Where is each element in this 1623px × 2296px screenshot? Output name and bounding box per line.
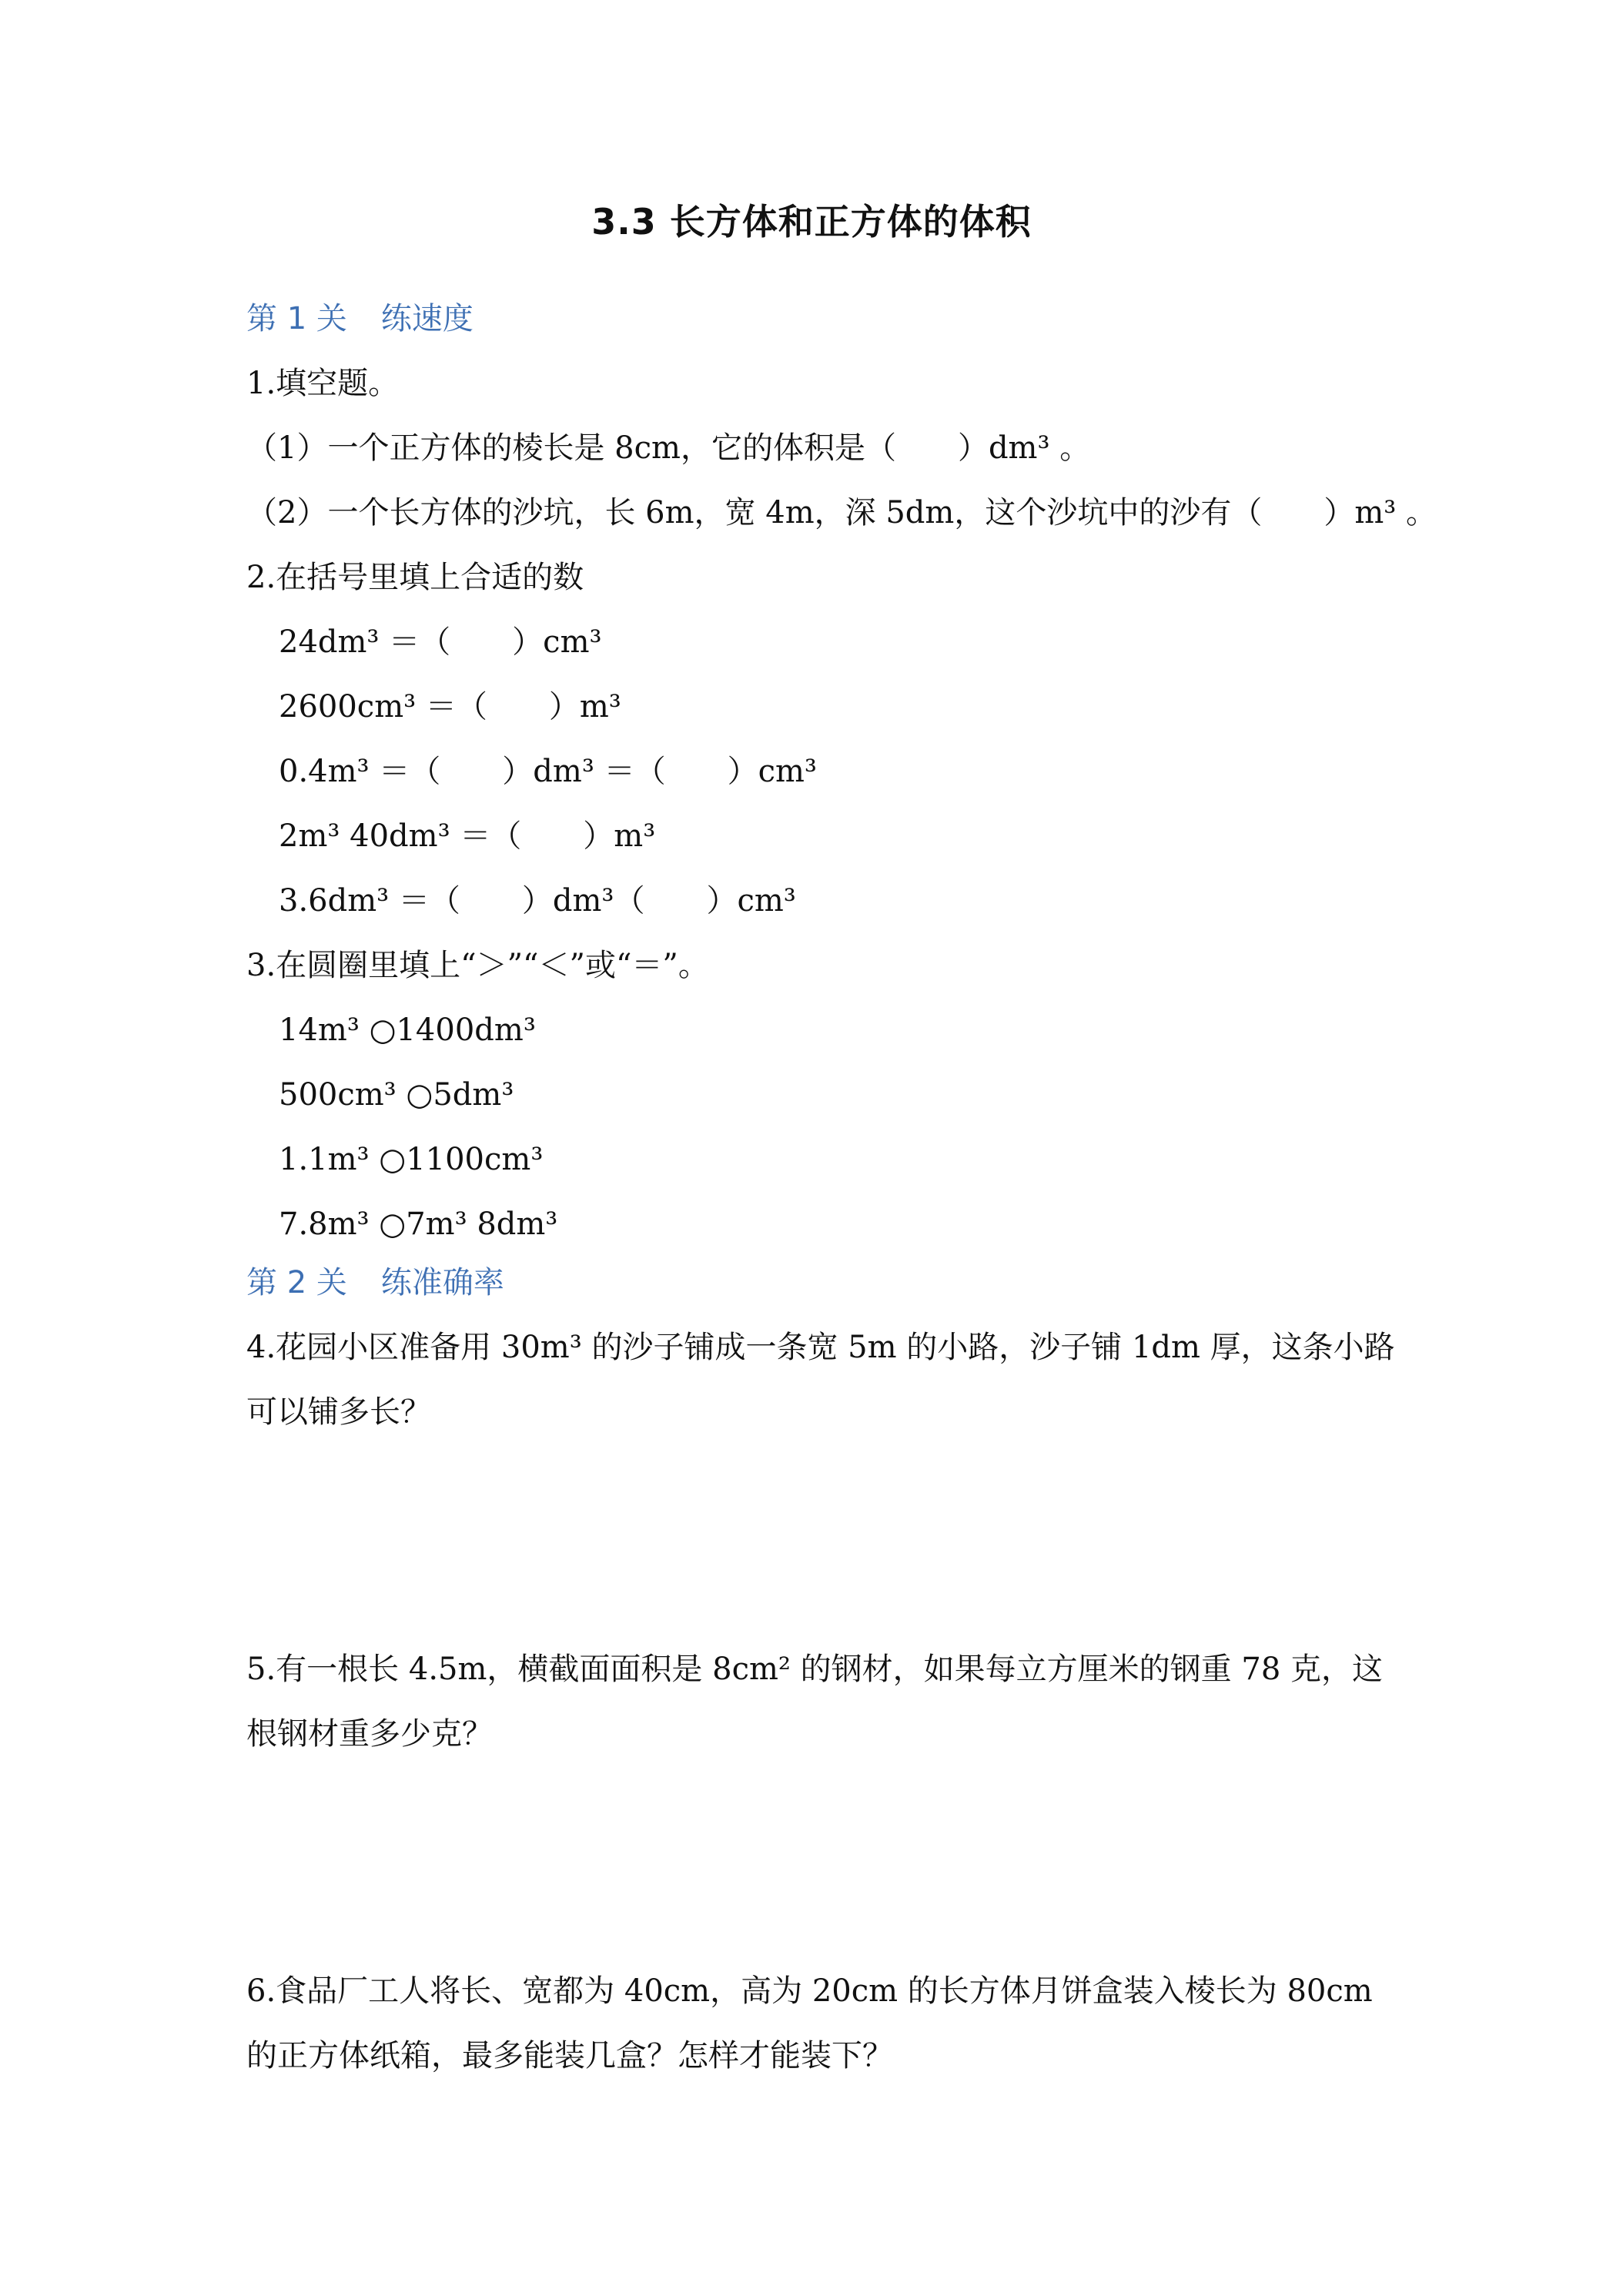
section-1-heading bbox=[246, 297, 474, 340]
q2-heading: 2.在括号里填上合适的数 bbox=[246, 560, 584, 595]
q4-line-2: 可以铺多长？ bbox=[246, 1394, 431, 1430]
section-1-label: 第 1 关 bbox=[246, 301, 347, 336]
section-2-heading bbox=[246, 1261, 504, 1304]
q3-heading: 3.在圆圈里填上“＞”“＜”或“＝”。 bbox=[246, 948, 709, 983]
q4-line-1: 4.花园小区准备用 30m³ 的沙子铺成一条宽 5m 的小路，沙子铺 1dm 厚，这条小路 bbox=[246, 1330, 1395, 1365]
section-1-name: 练速度 bbox=[380, 301, 474, 336]
q6-line-2: 的正方体纸箱，最多能装几盒？怎样才能装下？ bbox=[246, 2038, 893, 2073]
q2-item-1: 24dm³ ＝（ ）cm³ bbox=[279, 624, 602, 660]
q3-item-2: 500cm³ ○5dm³ bbox=[279, 1077, 514, 1113]
q5-line-1: 5.有一根长 4.5m，横截面面积是 8cm² 的钢材，如果每立方厘米的钢重 78 克，这 bbox=[246, 1652, 1383, 1687]
q5-line-2: 根钢材重多少克？ bbox=[246, 1716, 493, 1752]
q3-item-4: 7.8m³ ○7m³ 8dm³ bbox=[279, 1207, 558, 1242]
q3-item-1: 14m³ ○1400dm³ bbox=[279, 1012, 536, 1048]
q2-item-3: 0.4m³ ＝（ ）dm³ ＝（ ）cm³ bbox=[279, 754, 817, 789]
q3-item-3: 1.1m³ ○1100cm³ bbox=[279, 1142, 544, 1177]
section-2-label: 第 2 关 bbox=[246, 1265, 347, 1300]
section-2-name: 练准确率 bbox=[380, 1265, 504, 1300]
q2-item-5: 3.6dm³ ＝（ ）dm³（ ）cm³ bbox=[279, 883, 796, 919]
page-title: 3.3 长方体和正方体的体积 bbox=[591, 201, 1032, 243]
q6-line-1: 6.食品厂工人将长、宽都为 40cm，高为 20cm 的长方体月饼盒装入棱长为 80cm bbox=[246, 1973, 1373, 2009]
q1-item-2: （2）一个长方体的沙坑，长 6m，宽 4m，深 5dm，这个沙坑中的沙有（ ）m³ 。 bbox=[246, 495, 1437, 530]
q1-item-1: （1）一个正方体的棱长是 8cm，它的体积是（ ）dm³ 。 bbox=[246, 430, 1091, 466]
q1-heading: 1.填空题。 bbox=[246, 366, 400, 401]
q2-item-4: 2m³ 40dm³ ＝（ ）m³ bbox=[279, 818, 656, 854]
q2-item-2: 2600cm³ ＝（ ）m³ bbox=[279, 689, 621, 725]
